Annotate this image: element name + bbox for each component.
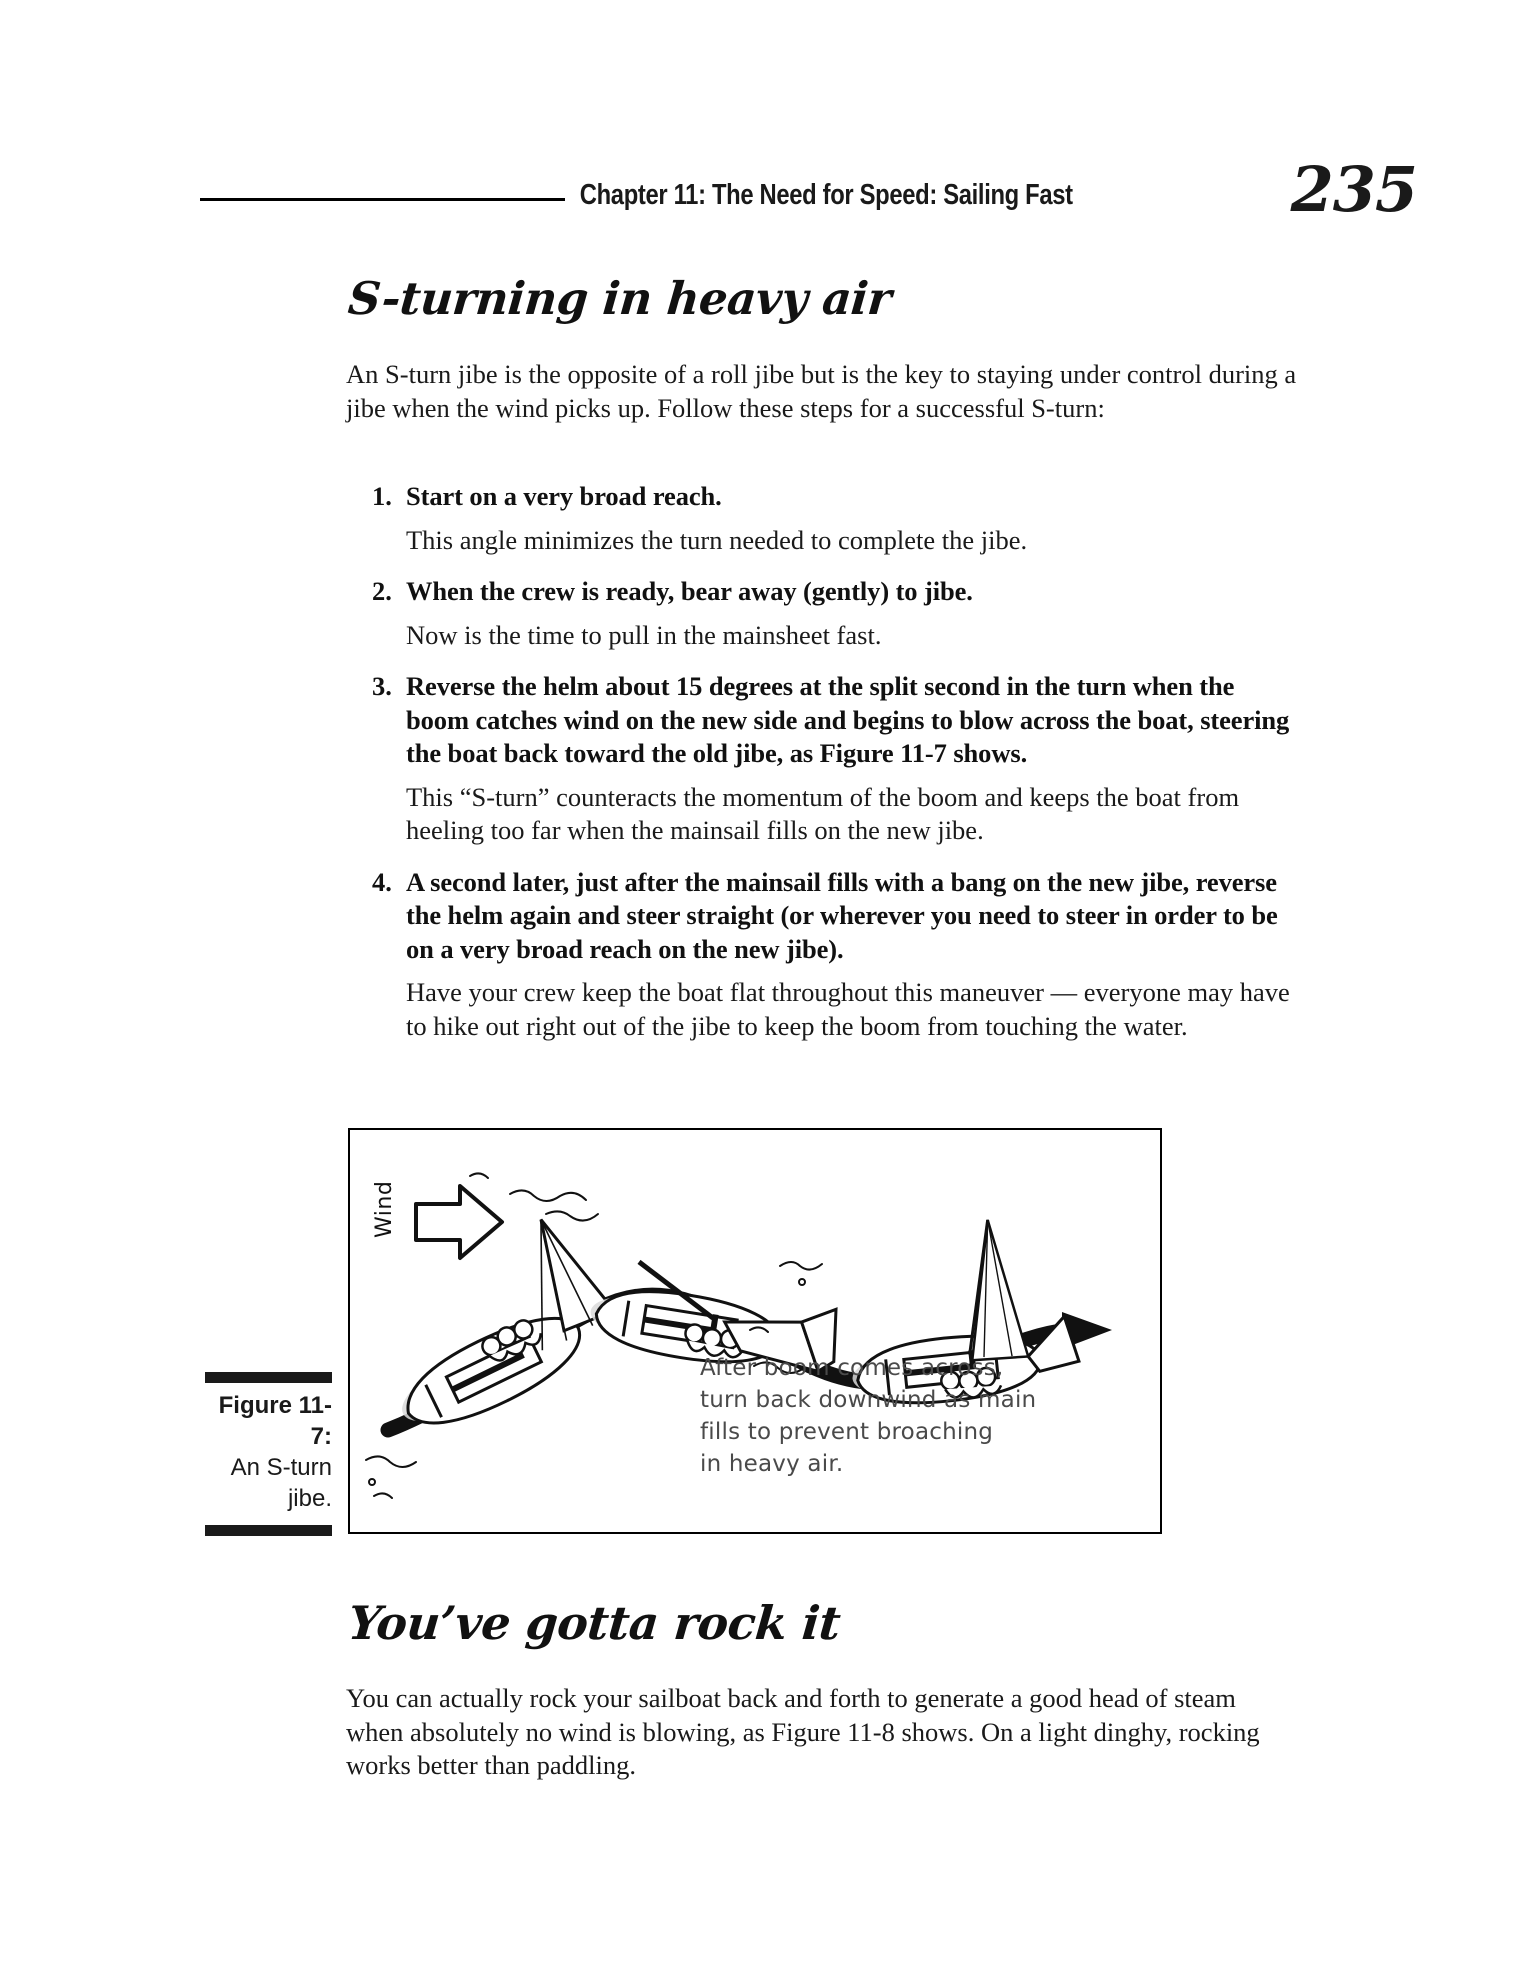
step-title: A second later, just after the mainsail fills with a bang on the new jibe, reverse the helm again and steer straight (or wherever you need to steer in order to be on a very broad reach on the new jibe). [406, 866, 1278, 964]
step-title: When the crew is ready, bear away (gently) to jibe. [406, 576, 973, 606]
figure-annotation [700, 1352, 1037, 1480]
step-body: This “S-turn” counteracts the momentum of the boom and keeps the boat from heeling too far when the mainsail fills on the new jibe. [406, 781, 1240, 845]
section-heading-rock-it: You’ve gotta rock it [346, 1596, 843, 1650]
step-number: 2. [372, 576, 392, 606]
step-title: Reverse the helm about 15 degrees at the split second in the turn when the boom catches wind on the new side and begins to blow across the boat, steering the boat back toward the old jibe, as Figure 11-7 shows. [406, 671, 1290, 768]
step-number: 1. [372, 481, 392, 511]
wind-arrow-icon [416, 1186, 502, 1258]
caption-rule-bottom [205, 1525, 332, 1536]
figure-caption-description: An S-turn jibe. [230, 1454, 332, 1512]
annotation-line: turn back downwind as main [700, 1387, 1037, 1413]
step-item [372, 480, 1302, 514]
caption-rule-top [205, 1372, 332, 1383]
step-body: Have your crew keep the boat flat throughout this maneuver — everyone may have to hike out right out of the jibe to keep the boom from touching the water. [406, 977, 1290, 1041]
intro-paragraph: An S-turn jibe is the opposite of a roll jibe but is the key to staying under control during a jibe when the wind picks up. Follow these steps for a successful S-turn: [346, 359, 1297, 423]
step-title: Start on a very broad reach. [406, 481, 722, 511]
rock-it-paragraph: You can actually rock your sailboat back and forth to generate a good head of steam when absolutely no wind is blowing, as Figure 11-8 shows. On a light dinghy, rocking works better than paddling. [346, 1683, 1260, 1780]
figure-caption [205, 1383, 332, 1516]
step-item [372, 866, 1302, 967]
step-number: 3. [372, 671, 392, 701]
page-number: 235 [1290, 153, 1417, 226]
figure-caption-block [205, 1372, 332, 1536]
step-number: 4. [372, 866, 392, 897]
chapter-title: Chapter 11: The Need for Speed: Sailing Fast [579, 179, 1073, 211]
running-head [200, 150, 1475, 226]
step-body: This angle minimizes the turn needed to complete the jibe. [406, 524, 1028, 555]
wind-label: Wind [372, 1180, 397, 1238]
figure-caption-label: Figure 11-7: [218, 1392, 332, 1450]
step-item [372, 670, 1302, 771]
annotation-line: fills to prevent broaching [700, 1419, 994, 1445]
sailboat-position-1 [353, 1208, 629, 1444]
annotation-line: After boom comes across, [700, 1355, 1004, 1381]
section-heading-s-turning: S-turning in heavy air [346, 272, 894, 325]
numbered-steps-list [372, 480, 1302, 1043]
step-item [372, 575, 1302, 609]
header-rule [200, 198, 565, 201]
annotation-line: in heavy air. [700, 1451, 844, 1477]
step-body: Now is the time to pull in the mainsheet fast. [406, 619, 882, 650]
